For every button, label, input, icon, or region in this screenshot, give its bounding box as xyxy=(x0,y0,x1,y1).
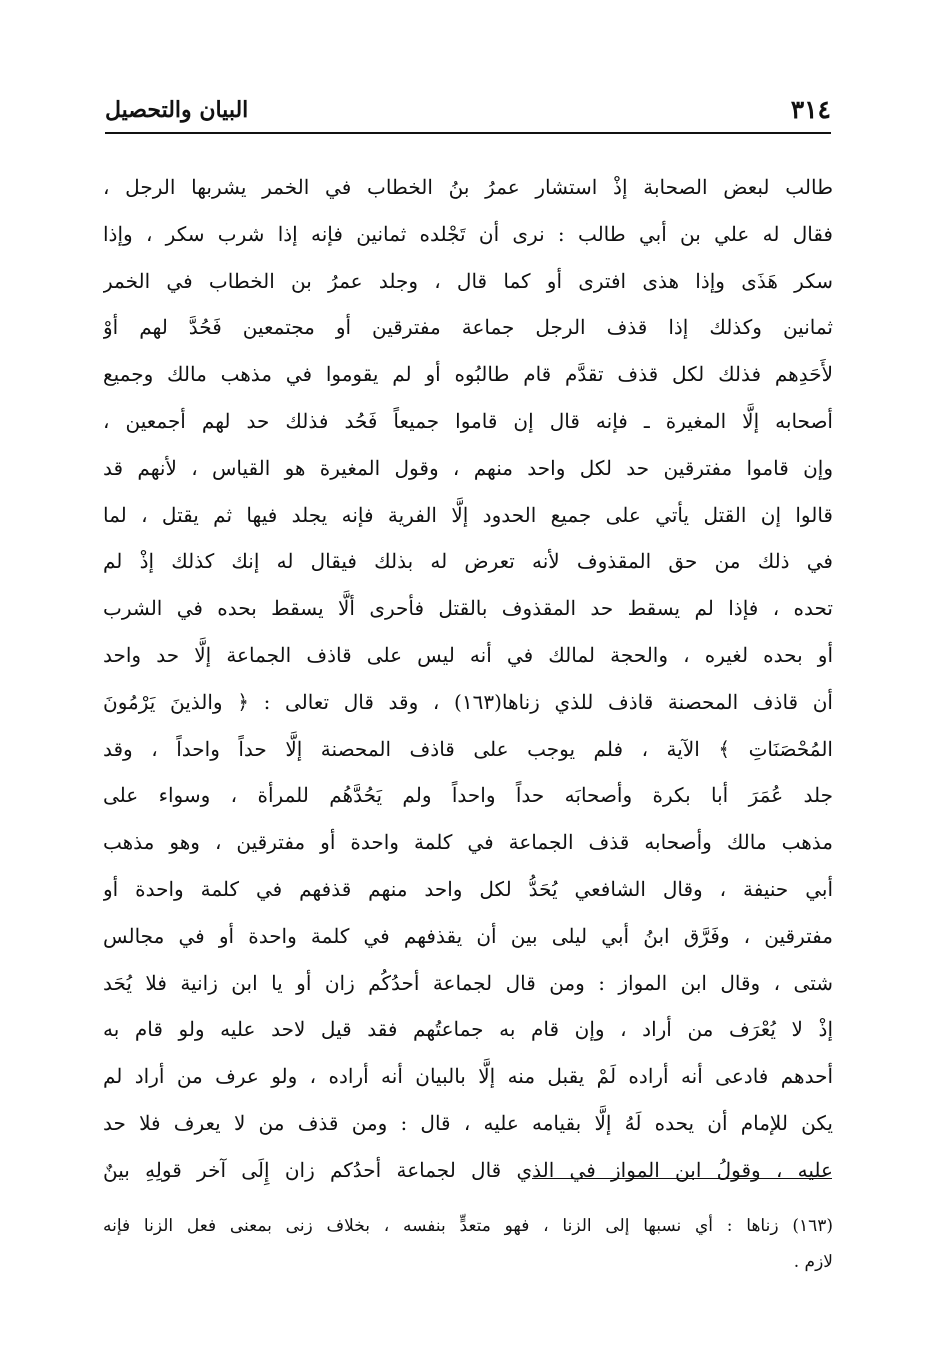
page-number: ٣١٤ xyxy=(790,95,831,124)
text-line: مفترقين ، وفَرَّق ابنُ أبي ليلى بين أن يقذفهم في كلمة واحدة أو في مجالس xyxy=(103,923,833,948)
text-line: سكر هَذَى وإذا هذى افترى أو كما قال ، وجلد عمرُ بن الخطاب في الخمر xyxy=(103,268,833,293)
text-line: أصحابه إلَّا المغيرة ـ فإنه قال إن قاموا جميعاً فَحُد فذلك حد لهم أجمعين ، xyxy=(103,408,833,433)
header-rule xyxy=(105,132,831,134)
text-line: إذْ لا يُعْرَف من أراد ، وإن قام به جماعتُهم فقد قيل لاحد عليه ولو قام به xyxy=(103,1017,833,1042)
page-header xyxy=(105,92,831,128)
footnote-line: (١٦٣) زناها : أي نسبها إلى الزنا ، فهو متعدٍّ بنفسه ، بخلاف زنى بمعنى فعل الزنا فإنه xyxy=(103,1216,833,1236)
text-line: عليه ، وقولُ ابن المواز في الذي قال لجماعة أحدُكم زان إِلَى آخر قولِهِ بينٌ xyxy=(103,1157,833,1182)
body-text xyxy=(103,164,833,1194)
text-line: أحدهم فادعى أنه أراده لَمْ يقبل منه إلَّا بالبيان أنه أراده ، ولو عرف من أراد لم xyxy=(103,1064,833,1089)
text-line: لأَحَدِهم فذلك لكل قذف تقدَّم قام طالبُوه أو لم يقوموا في مذهب مالك وجميع xyxy=(103,362,833,387)
text-line: ثمانين وكذلك إذا قذف الرجل جماعة مفترقين أو مجتمعين فَحُدَّ لهم أوْ xyxy=(103,315,833,340)
text-line: المُحْصَنَاتِ ﴾ الآية ، فلم يوجب على قاذف المحصنة إلَّا حداً واحداً ، وقد xyxy=(103,736,833,761)
text-line: في ذلك من حق المقذوف لأنه تعرض له بذلك فيقال له إنك كذلك إذْ لم xyxy=(103,549,833,574)
text-line: يكن للإمام أن يحده لَهُ إلَّا بقيامه عليه ، قال : ومن قذف من لا يعرف فلا حد xyxy=(103,1110,833,1135)
footnote-rule xyxy=(532,1178,832,1179)
text-line: أو بحده لغيره ، والحجة لمالك في أنه ليس على قاذف الجماعة إلَّا حد واحد xyxy=(103,642,833,667)
text-line: تحده ، فإذا لم يسقط حد المقذوف بالقتل فأحرى ألَّا يسقط بحده في الشرب xyxy=(103,596,833,621)
text-line: فقال له علي بن أبي طالب : نرى أن تَجْلده ثمانين فإنه إذا شرب سكر ، وإذا xyxy=(103,221,833,246)
text-line: أن قاذف المحصنة قاذف للذي زناها(١٦٣) ، وقد قال تعالى : ﴿ والذينَ يَرْمُونَ xyxy=(103,689,833,714)
text-line: جلد عُمَرَ أبا بكرة وأصحابَه حداً واحداً ولم يَحُدَّهُم للمرأة ، وسواء على xyxy=(103,783,833,808)
running-title: البيان والتحصيل xyxy=(105,97,249,123)
footnote-line: لازم . xyxy=(793,1252,833,1272)
text-line: شتى ، وقال ابن المواز : ومن قال لجماعة أحدُكُم زان أو يا ابن زانية فلا يُحَد xyxy=(103,970,833,995)
text-line: مذهب مالك وأصحابه قذف الجماعة في كلمة واحدة أو مفترقين ، وهو مذهب xyxy=(103,830,833,855)
footnotes xyxy=(103,1208,833,1280)
text-line: أبي حنيفة ، وقال الشافعي يُحَدُّ لكل واحد منهم قذفهم في كلمة واحدة أو xyxy=(103,876,833,901)
text-line: وإن قاموا مفترقين حد لكل واحد منهم ، وقول المغيرة هو القياس ، لأنهم قد xyxy=(103,455,833,480)
text-line: طالب لبعض الصحابة إذْ استشار عمرُ بنُ الخطاب في الخمر يشربها الرجل ، xyxy=(103,175,833,199)
text-line: قالوا إن القتل يأتي على جميع الحدود إلَّا الفرية فإنه يجلد فيها ثم يقتل ، لما xyxy=(103,502,833,527)
